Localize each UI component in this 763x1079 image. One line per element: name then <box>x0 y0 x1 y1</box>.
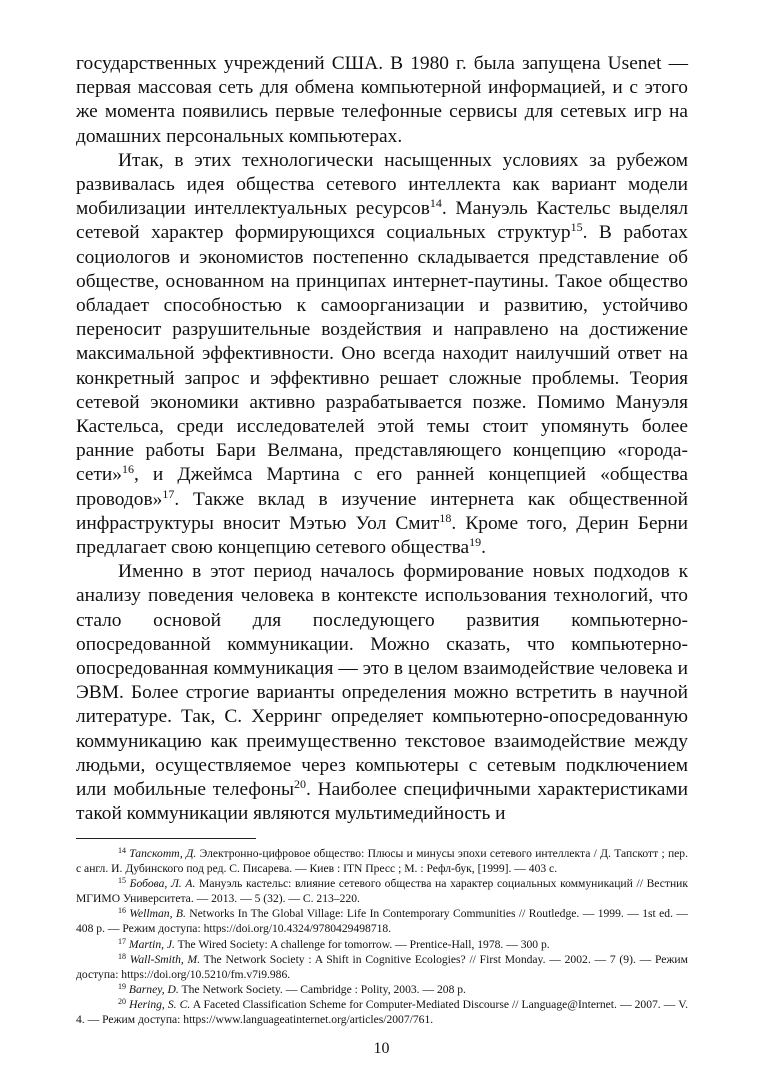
footnote-number: 20 <box>118 996 126 1006</box>
footnote <box>76 982 688 997</box>
text-run: . Кроме того, Дерин Берни предлагает свою концепцию сетевого общества <box>76 512 688 559</box>
text-run: . Мануэль Кастельс выделял сетевой характер формирующихся социальных структур <box>76 198 689 244</box>
footnote-text: The Wired Society: A challenge for tomorrow. — Prentice-Hall, 1978. — 300 p. <box>174 937 550 951</box>
footnote <box>76 937 688 952</box>
footnote-number: 17 <box>118 936 126 946</box>
paragraph-3 <box>76 560 688 826</box>
text-run: . Также вклад в изучение интернета как общественной инфраструктуры вносит Мэтью Уол Смит <box>76 488 688 534</box>
footnotes <box>76 846 688 1027</box>
footnote-author: Wall-Smith, M. <box>129 952 201 966</box>
page-number: 10 <box>373 1040 390 1057</box>
footnote-author: Barney, D. <box>128 982 179 996</box>
footnote-ref-18[interactable]: 18 <box>439 510 452 525</box>
footnote-ref-17[interactable]: 17 <box>162 486 175 501</box>
footnote-ref-16[interactable]: 16 <box>122 462 134 477</box>
footnote <box>76 997 688 1027</box>
footnote-number: 16 <box>118 906 126 916</box>
text-run: Именно в этот период началось формирование новых подходов к анализу поведения человека в контексте использования технологий, что стало основой для последующего развития компьютерно-опосредованной коммуникации. Можно сказать, что компьютерно-опосредованная коммуникация — это в целом взаимодействие человека и ЭВМ. Более строгие варианты определения можно встретить в научной литературе. Так, С. Херринг определяет компьютерно-опосредованную коммуникацию как преимущественно текстовое взаимодействие между людьми, осуществляемое через компьютеры с сетевым подключением или мобильные телефоны <box>76 561 688 801</box>
footnote-ref-15[interactable]: 15 <box>570 220 583 235</box>
footnote-author: Hering, S. C. <box>129 997 191 1011</box>
footnote-text: Электронно-цифровое общество: Плюсы и минусы эпохи сетевого интеллекта / Д. Тапскотт ; пер. с англ. И. Дубинского под ред. С. Писарева. — Киев : ITN Пресс ; М. : Рефл-бук, [1999]. — 403 с. <box>76 847 688 876</box>
footnote-author: Бобова, Л. А. <box>129 877 196 891</box>
footnote-text: Мануэль кастельс: влияние сетевого общества на характер социальных коммуникаций // Вестник МГИМО Университета. — 2013. — 5 (32). — С. 213–220. <box>76 877 688 906</box>
footnote-divider <box>76 838 256 839</box>
footnote-ref-19[interactable]: 19 <box>469 535 482 550</box>
footnote-number: 15 <box>118 876 126 886</box>
footnote-ref-20[interactable]: 20 <box>294 777 307 792</box>
footnote <box>76 876 688 906</box>
text-run: . Наиболее специфичными характеристиками такой коммуникации являются мультимедийность и <box>76 779 688 825</box>
footnote-text: The Network Society : A Shift in Cognitive Ecologies? // First Monday. — 2002. — 7 (9). — Режим доступа: https://doi.org/10.5210/fm.v7i9.986. <box>76 952 688 981</box>
footnote-text: Networks In The Global Village: Life In Contemporary Communities // Routledge. — 1999. — 1st ed. — 408 p. — Режим доступа: https://doi.org/10.4324/9780429498718. <box>76 907 688 936</box>
footnote-ref-14[interactable]: 14 <box>429 196 442 211</box>
paragraph-1: государственных учреждений США. В 1980 г. была запущена Usenet — первая массовая сеть для обмена компьютерной информацией, и с этого же момента появились первые телефонные сервисы для сетевых игр на домашних персональных компьютерах. <box>76 53 688 147</box>
footnote-number: 18 <box>118 951 126 961</box>
footnote <box>76 952 688 982</box>
footnote-text: The Network Society. — Cambridge : Polity, 2003. — 208 p. <box>178 982 466 996</box>
body-text <box>76 52 688 827</box>
footnote-number: 14 <box>118 846 126 855</box>
footnote <box>76 906 688 936</box>
footnote-number: 19 <box>118 981 126 991</box>
footnote-text: A Faceted Classification Scheme for Computer-Mediated Discourse // Language@Internet. — 2007. — V. 4. — Режим доступа: https://www.languageatinternet.org/articles/2007/761. <box>76 997 688 1027</box>
text-run: , и Джеймса Мартина с его ранней концепцией «общества проводов» <box>76 464 688 510</box>
paragraph-2 <box>76 149 688 560</box>
footnote-author: Тапскотт, Д. <box>129 847 197 860</box>
footnote <box>76 846 688 876</box>
text-run: Итак, в этих технологически насыщенных условиях за рубежом развивалась идея общества сетевого интеллекта как вариант модели мобилизации интеллектуальных ресурсов <box>76 149 688 220</box>
text-run: . <box>481 537 486 559</box>
footnote-author: Martin, J. <box>128 937 175 951</box>
footnote-author: Wellman, B. <box>129 907 186 921</box>
text-run: . В работах социологов и экономистов постепенно складывается представление об обществе, основанном на принципах интернет-паутины. Такое общество обладает способностью к самоорганизации и развитию, устойчиво переносит разрушительные воздействия и направлено на достижение максимальной эффективности. Оно всегда находит наилучший ответ на конкретный запрос и эффективно решает сложные проблемы. Теория сетевой экономики активно разрабатывается позже. Помимо Мануэля Кастельса, среди исследователей этой темы стоит упомянуть более ранние работы Бари Велмана, представляющего концепцию «города-сети» <box>76 222 688 486</box>
